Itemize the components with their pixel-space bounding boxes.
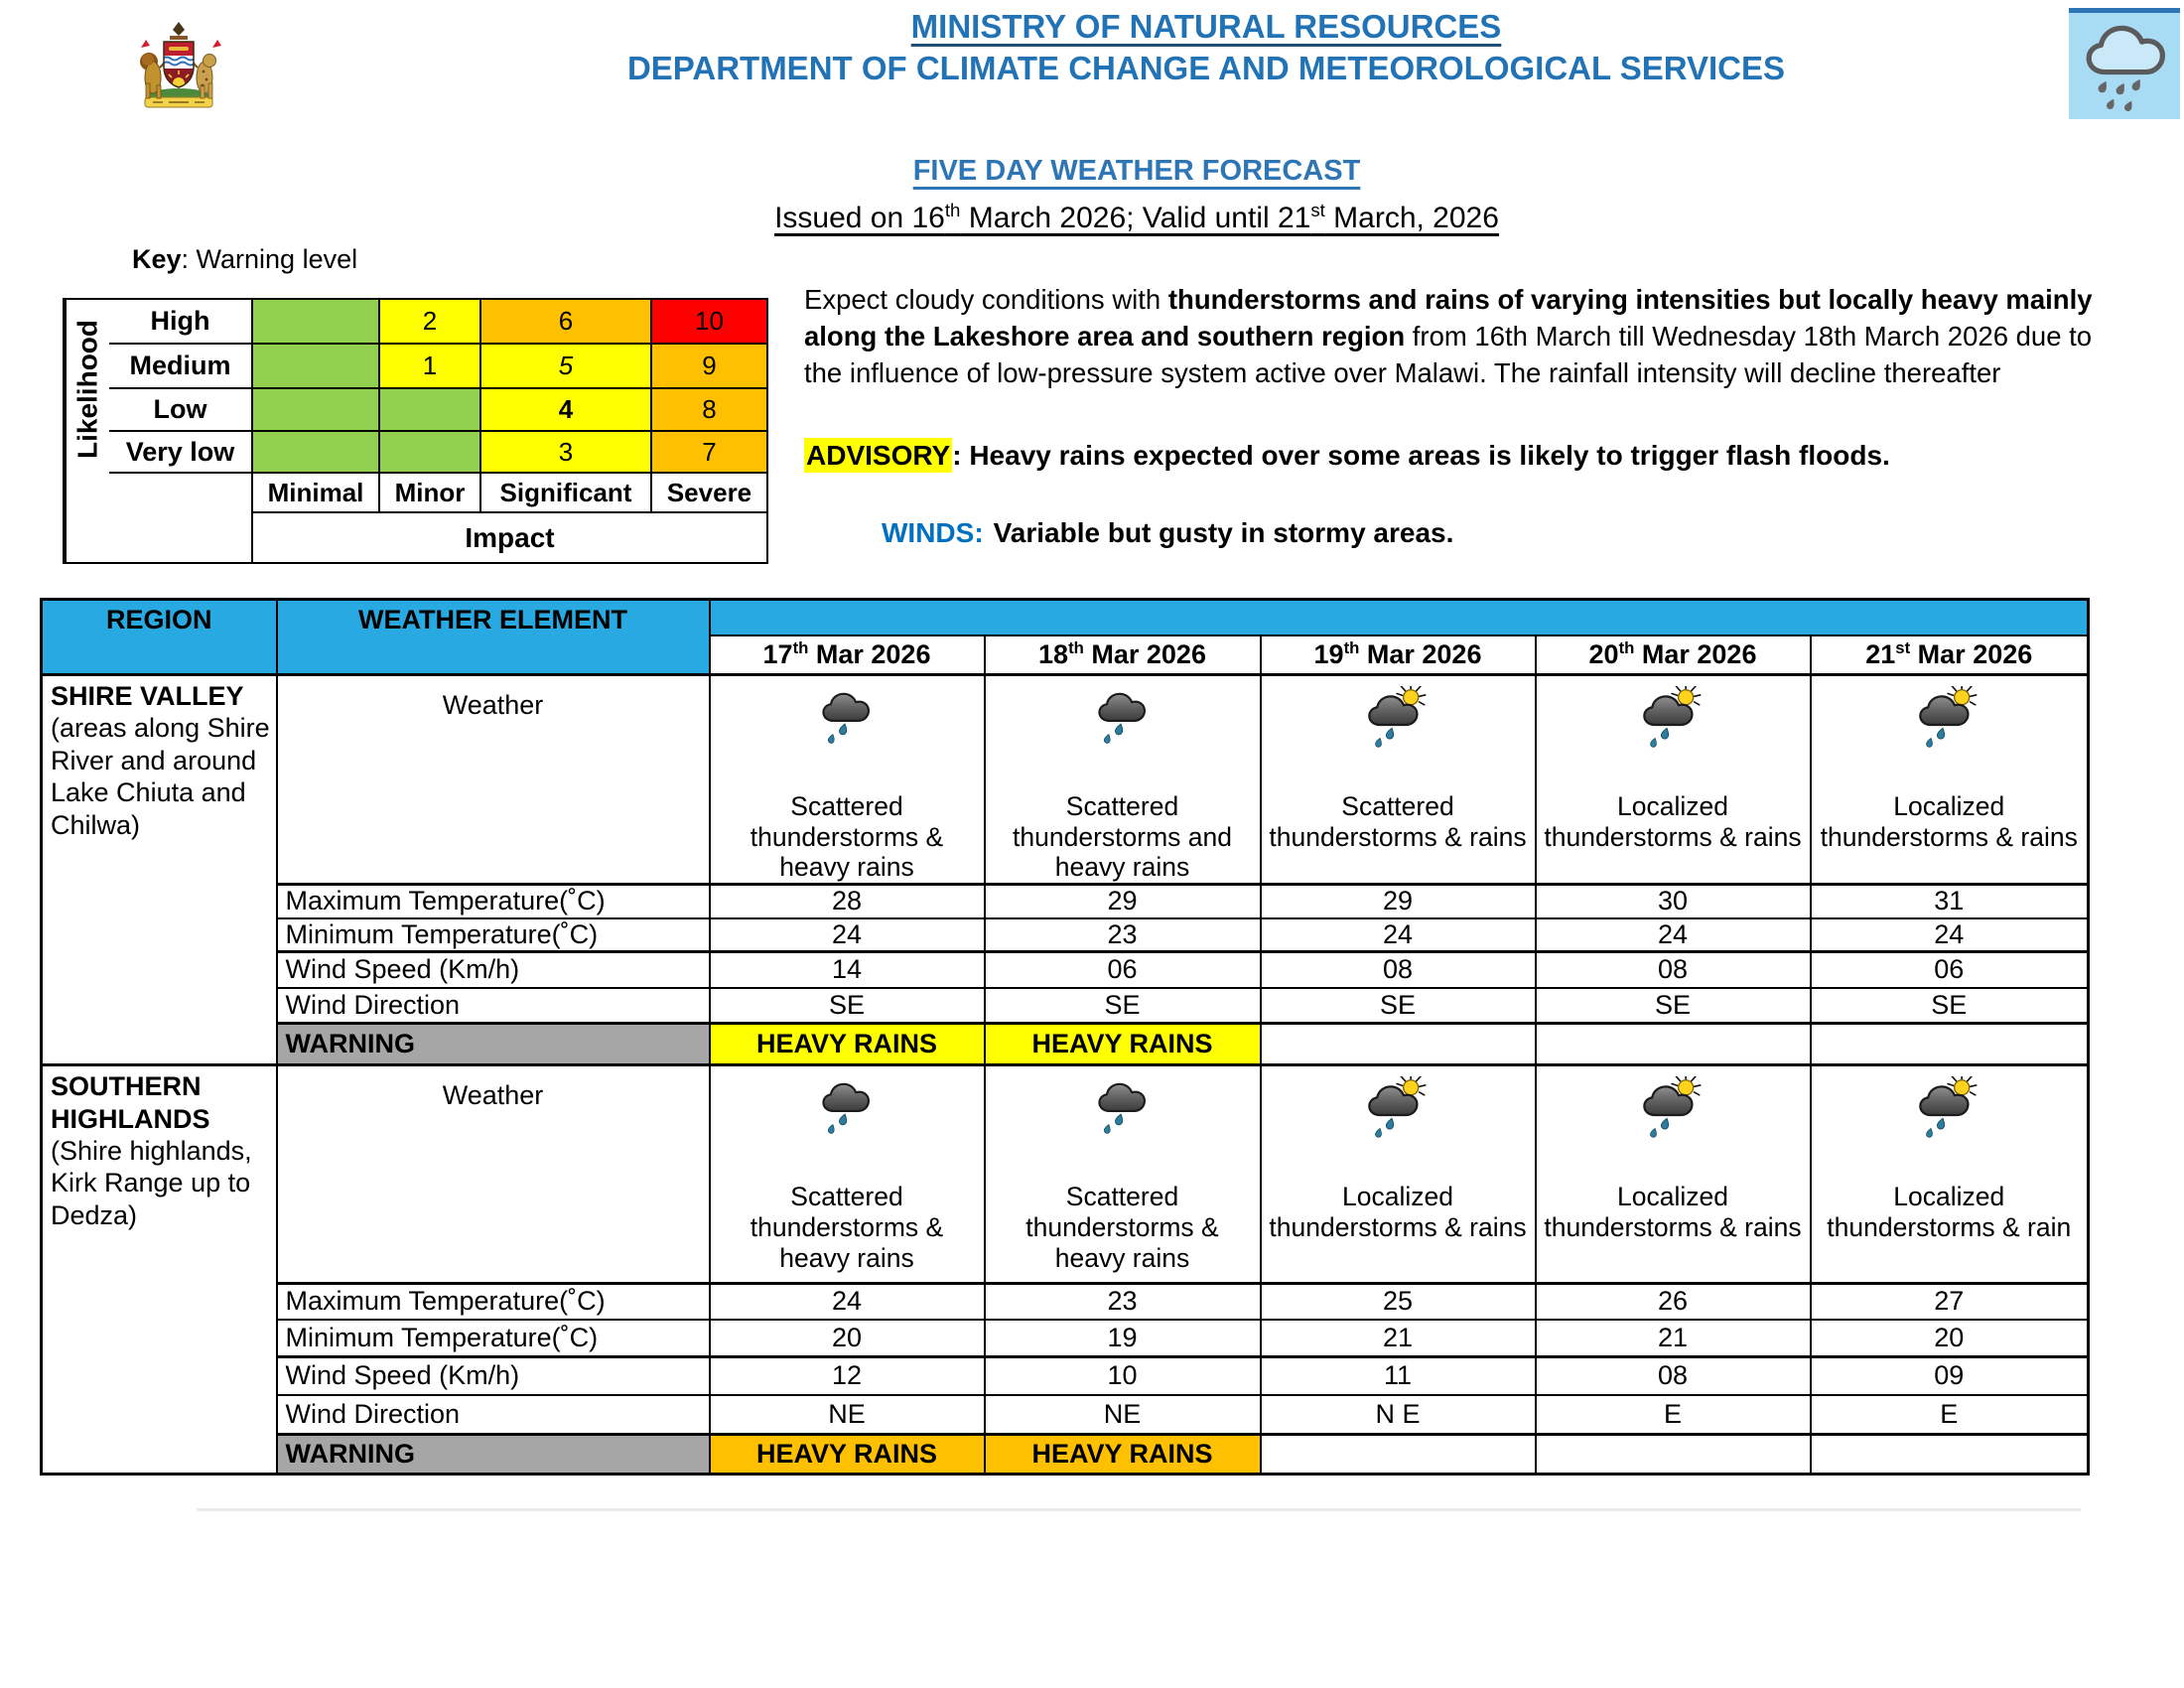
weather-row-label: Weather bbox=[277, 675, 710, 885]
max-temp-value: 30 bbox=[1536, 885, 1811, 918]
max-temp-value: 25 bbox=[1261, 1284, 1536, 1320]
risk-cell: 4 bbox=[481, 389, 652, 432]
risk-cell bbox=[253, 432, 380, 474]
risk-cell: 2 bbox=[380, 300, 481, 345]
rain-cloud-icon bbox=[715, 686, 980, 774]
rain-cloud-icon bbox=[990, 686, 1256, 774]
min-temp-value: 23 bbox=[985, 918, 1261, 952]
wind-direction-value: N E bbox=[1261, 1395, 1536, 1435]
region-name: SHIRE VALLEY bbox=[51, 681, 244, 711]
sun-rain-cloud-icon bbox=[1541, 1076, 1806, 1164]
department-title: DEPARTMENT OF CLIMATE CHANGE AND METEOROLOGICAL SERVICES bbox=[626, 50, 1786, 86]
wind-direction-value: E bbox=[1811, 1395, 2089, 1435]
risk-cell: 1 bbox=[380, 345, 481, 389]
max-temp-value: 31 bbox=[1811, 885, 2089, 918]
likelihood-level: Low bbox=[109, 389, 253, 432]
wind-direction-value: SE bbox=[1261, 988, 1536, 1024]
max-temp-value: 28 bbox=[710, 885, 985, 918]
likelihood-level: High bbox=[109, 300, 253, 345]
warning-cell bbox=[1261, 1435, 1536, 1475]
dates-header-strip bbox=[710, 600, 2089, 635]
wind-direction-value: SE bbox=[1536, 988, 1811, 1024]
wind-direction-value: NE bbox=[985, 1395, 1261, 1435]
warning-level-matrix bbox=[63, 298, 768, 564]
likelihood-level: Very low bbox=[109, 432, 253, 474]
warning-row-label: WARNING bbox=[277, 1024, 710, 1065]
weather-forecast-cell: Localized thunderstorms & rains bbox=[1811, 675, 2089, 885]
risk-cell: 6 bbox=[481, 300, 652, 345]
warning-cell: HEAVY RAINS bbox=[985, 1435, 1261, 1475]
min-temp-value: 21 bbox=[1261, 1320, 1536, 1357]
impact-level: Significant bbox=[481, 474, 652, 513]
risk-cell: 3 bbox=[481, 432, 652, 474]
wind-speed-value: 08 bbox=[1536, 1357, 1811, 1395]
wind-speed-value: 10 bbox=[985, 1357, 1261, 1395]
wind-direction-value: SE bbox=[985, 988, 1261, 1024]
min-temp-value: 20 bbox=[710, 1320, 985, 1357]
wind-direction-value: E bbox=[1536, 1395, 1811, 1435]
sun-rain-cloud-icon bbox=[1816, 686, 2084, 774]
warning-row-label: WARNING bbox=[277, 1435, 710, 1475]
sun-rain-cloud-icon bbox=[1266, 686, 1531, 774]
date-header: 20th Mar 2026 bbox=[1536, 635, 1811, 675]
risk-cell: 5 bbox=[481, 345, 652, 389]
max-temp-value: 27 bbox=[1811, 1284, 2089, 1320]
warning-cell bbox=[1536, 1024, 1811, 1065]
risk-cell bbox=[253, 389, 380, 432]
impact-level: Minor bbox=[380, 474, 481, 513]
leopard-supporter bbox=[191, 40, 221, 98]
winds-text: Variable but gusty in stormy areas. bbox=[993, 517, 1454, 548]
key-heading: Key: Warning level bbox=[132, 244, 358, 274]
risk-cell bbox=[253, 300, 380, 345]
risk-cell bbox=[380, 389, 481, 432]
ministry-title: MINISTRY OF NATURAL RESOURCES bbox=[910, 8, 1502, 45]
document-header bbox=[298, 8, 2115, 87]
min-temp-value: 20 bbox=[1811, 1320, 2089, 1357]
wind-speed-value: 06 bbox=[1811, 952, 2089, 988]
region-area: (Shire highlands, Kirk Range up to Dedza) bbox=[51, 1135, 252, 1230]
min-temp-value: 24 bbox=[1261, 918, 1536, 952]
wind-speed-row-label: Wind Speed (Km/h) bbox=[277, 952, 710, 988]
sun-rain-cloud-icon bbox=[1541, 686, 1806, 774]
date-header: 17th Mar 2026 bbox=[710, 635, 985, 675]
weather-forecast-cell: Scattered thunderstorms & heavy rains bbox=[710, 1065, 985, 1284]
malawi-coat-of-arms-logo bbox=[119, 12, 238, 111]
wind-direction-row-label: Wind Direction bbox=[277, 1395, 710, 1435]
min-temp-value: 21 bbox=[1536, 1320, 1811, 1357]
weather-forecast-cell: Localized thunderstorms & rains bbox=[1536, 1065, 1811, 1284]
forecast-table bbox=[40, 598, 2090, 1476]
weather-forecast-cell: Localized thunderstorms & rains bbox=[1536, 675, 1811, 885]
min-temp-row-label: Minimum Temperature(˚C) bbox=[277, 1320, 710, 1357]
warning-cell bbox=[1811, 1024, 2089, 1065]
wind-speed-value: 12 bbox=[710, 1357, 985, 1395]
date-header: 19th Mar 2026 bbox=[1261, 635, 1536, 675]
warning-cell bbox=[1536, 1435, 1811, 1475]
region-cell-shire-valley bbox=[42, 675, 277, 1065]
forecast-synopsis: Expect cloudy conditions with thunderstorms and rains of varying intensities but locally heavy mainly along the Lakeshore area and southern region from 16th March till Wednesday 18th March 2026 due to the influence of low-pressure system active over Malawi. The rainfall intensity will decline thereafter bbox=[804, 284, 2093, 388]
wind-direction-value: SE bbox=[1811, 988, 2089, 1024]
forecast-title-block bbox=[89, 155, 2184, 235]
region-cell-southern-highlands bbox=[42, 1065, 277, 1475]
min-temp-value: 24 bbox=[710, 918, 985, 952]
impact-axis-label: Impact bbox=[465, 521, 555, 553]
warning-cell: HEAVY RAINS bbox=[710, 1024, 985, 1065]
weather-forecast-cell: Scattered thunderstorms & heavy rains bbox=[985, 1065, 1261, 1284]
weather-forecast-cell: Scattered thunderstorms & heavy rains bbox=[710, 675, 985, 885]
risk-cell bbox=[380, 432, 481, 474]
weather-forecast-cell: Scattered thunderstorms and heavy rains bbox=[985, 675, 1261, 885]
issued-line: Issued on 16th March 2026; Valid until 21st March, 2026 bbox=[774, 200, 1499, 234]
rain-cloud-icon bbox=[990, 1076, 1256, 1164]
max-temp-value: 23 bbox=[985, 1284, 1261, 1320]
sun-rain-cloud-icon bbox=[1816, 1076, 2084, 1164]
max-temp-value: 29 bbox=[985, 885, 1261, 918]
wind-direction-value: NE bbox=[710, 1395, 985, 1435]
warning-cell bbox=[1261, 1024, 1536, 1065]
impact-level: Severe bbox=[652, 474, 766, 513]
advisory-text: : Heavy rains expected over some areas is likely to trigger flash floods. bbox=[952, 440, 1890, 471]
max-temp-row-label: Maximum Temperature(˚C) bbox=[277, 1284, 710, 1320]
wind-speed-row-label: Wind Speed (Km/h) bbox=[277, 1357, 710, 1395]
risk-cell: 9 bbox=[652, 345, 766, 389]
met-services-rain-logo bbox=[2069, 8, 2180, 119]
advisory-line bbox=[804, 440, 1890, 472]
weather-forecast-cell: Scattered thunderstorms & rains bbox=[1261, 675, 1536, 885]
weather-element-column-header: WEATHER ELEMENT bbox=[277, 600, 710, 675]
likelihood-level: Medium bbox=[109, 345, 253, 389]
wind-direction-row-label: Wind Direction bbox=[277, 988, 710, 1024]
region-name: SOUTHERN HIGHLANDS bbox=[51, 1071, 210, 1134]
wind-direction-value: SE bbox=[710, 988, 985, 1024]
min-temp-row-label: Minimum Temperature(˚C) bbox=[277, 918, 710, 952]
warning-cell: HEAVY RAINS bbox=[985, 1024, 1261, 1065]
max-temp-value: 29 bbox=[1261, 885, 1536, 918]
wind-speed-value: 08 bbox=[1261, 952, 1536, 988]
max-temp-value: 26 bbox=[1536, 1284, 1811, 1320]
region-area: (areas along Shire River and around Lake Chiuta and Chilwa) bbox=[51, 713, 270, 840]
winds-line bbox=[882, 517, 1453, 549]
wind-speed-value: 09 bbox=[1811, 1357, 2089, 1395]
date-header: 21st Mar 2026 bbox=[1811, 635, 2089, 675]
weather-forecast-cell: Localized thunderstorms & rain bbox=[1811, 1065, 2089, 1284]
forecast-title: FIVE DAY WEATHER FORECAST bbox=[912, 155, 1361, 187]
divider-line bbox=[197, 1508, 2081, 1511]
risk-cell: 10 bbox=[652, 300, 766, 345]
min-temp-value: 24 bbox=[1536, 918, 1811, 952]
warning-cell bbox=[1811, 1435, 2089, 1475]
region-column-header: REGION bbox=[42, 600, 277, 675]
wind-speed-value: 06 bbox=[985, 952, 1261, 988]
rain-cloud-icon bbox=[715, 1076, 980, 1164]
min-temp-value: 19 bbox=[985, 1320, 1261, 1357]
warning-cell: HEAVY RAINS bbox=[710, 1435, 985, 1475]
max-temp-row-label: Maximum Temperature(˚C) bbox=[277, 885, 710, 918]
weather-row-label: Weather bbox=[277, 1065, 710, 1284]
likelihood-axis-label: Likelihood bbox=[65, 300, 109, 562]
wind-speed-value: 08 bbox=[1536, 952, 1811, 988]
date-header: 18th Mar 2026 bbox=[985, 635, 1261, 675]
matrix-empty-cell bbox=[109, 474, 253, 562]
risk-cell: 8 bbox=[652, 389, 766, 432]
weather-forecast-cell: Localized thunderstorms & rains bbox=[1261, 1065, 1536, 1284]
risk-cell: 7 bbox=[652, 432, 766, 474]
winds-label: WINDS: bbox=[882, 517, 984, 548]
max-temp-value: 24 bbox=[710, 1284, 985, 1320]
advisory-label: ADVISORY bbox=[806, 440, 951, 471]
sun-rain-cloud-icon bbox=[1266, 1076, 1531, 1164]
wind-speed-value: 11 bbox=[1261, 1357, 1536, 1395]
risk-cell bbox=[253, 345, 380, 389]
wind-speed-value: 14 bbox=[710, 952, 985, 988]
impact-level: Minimal bbox=[253, 474, 380, 513]
min-temp-value: 24 bbox=[1811, 918, 2089, 952]
